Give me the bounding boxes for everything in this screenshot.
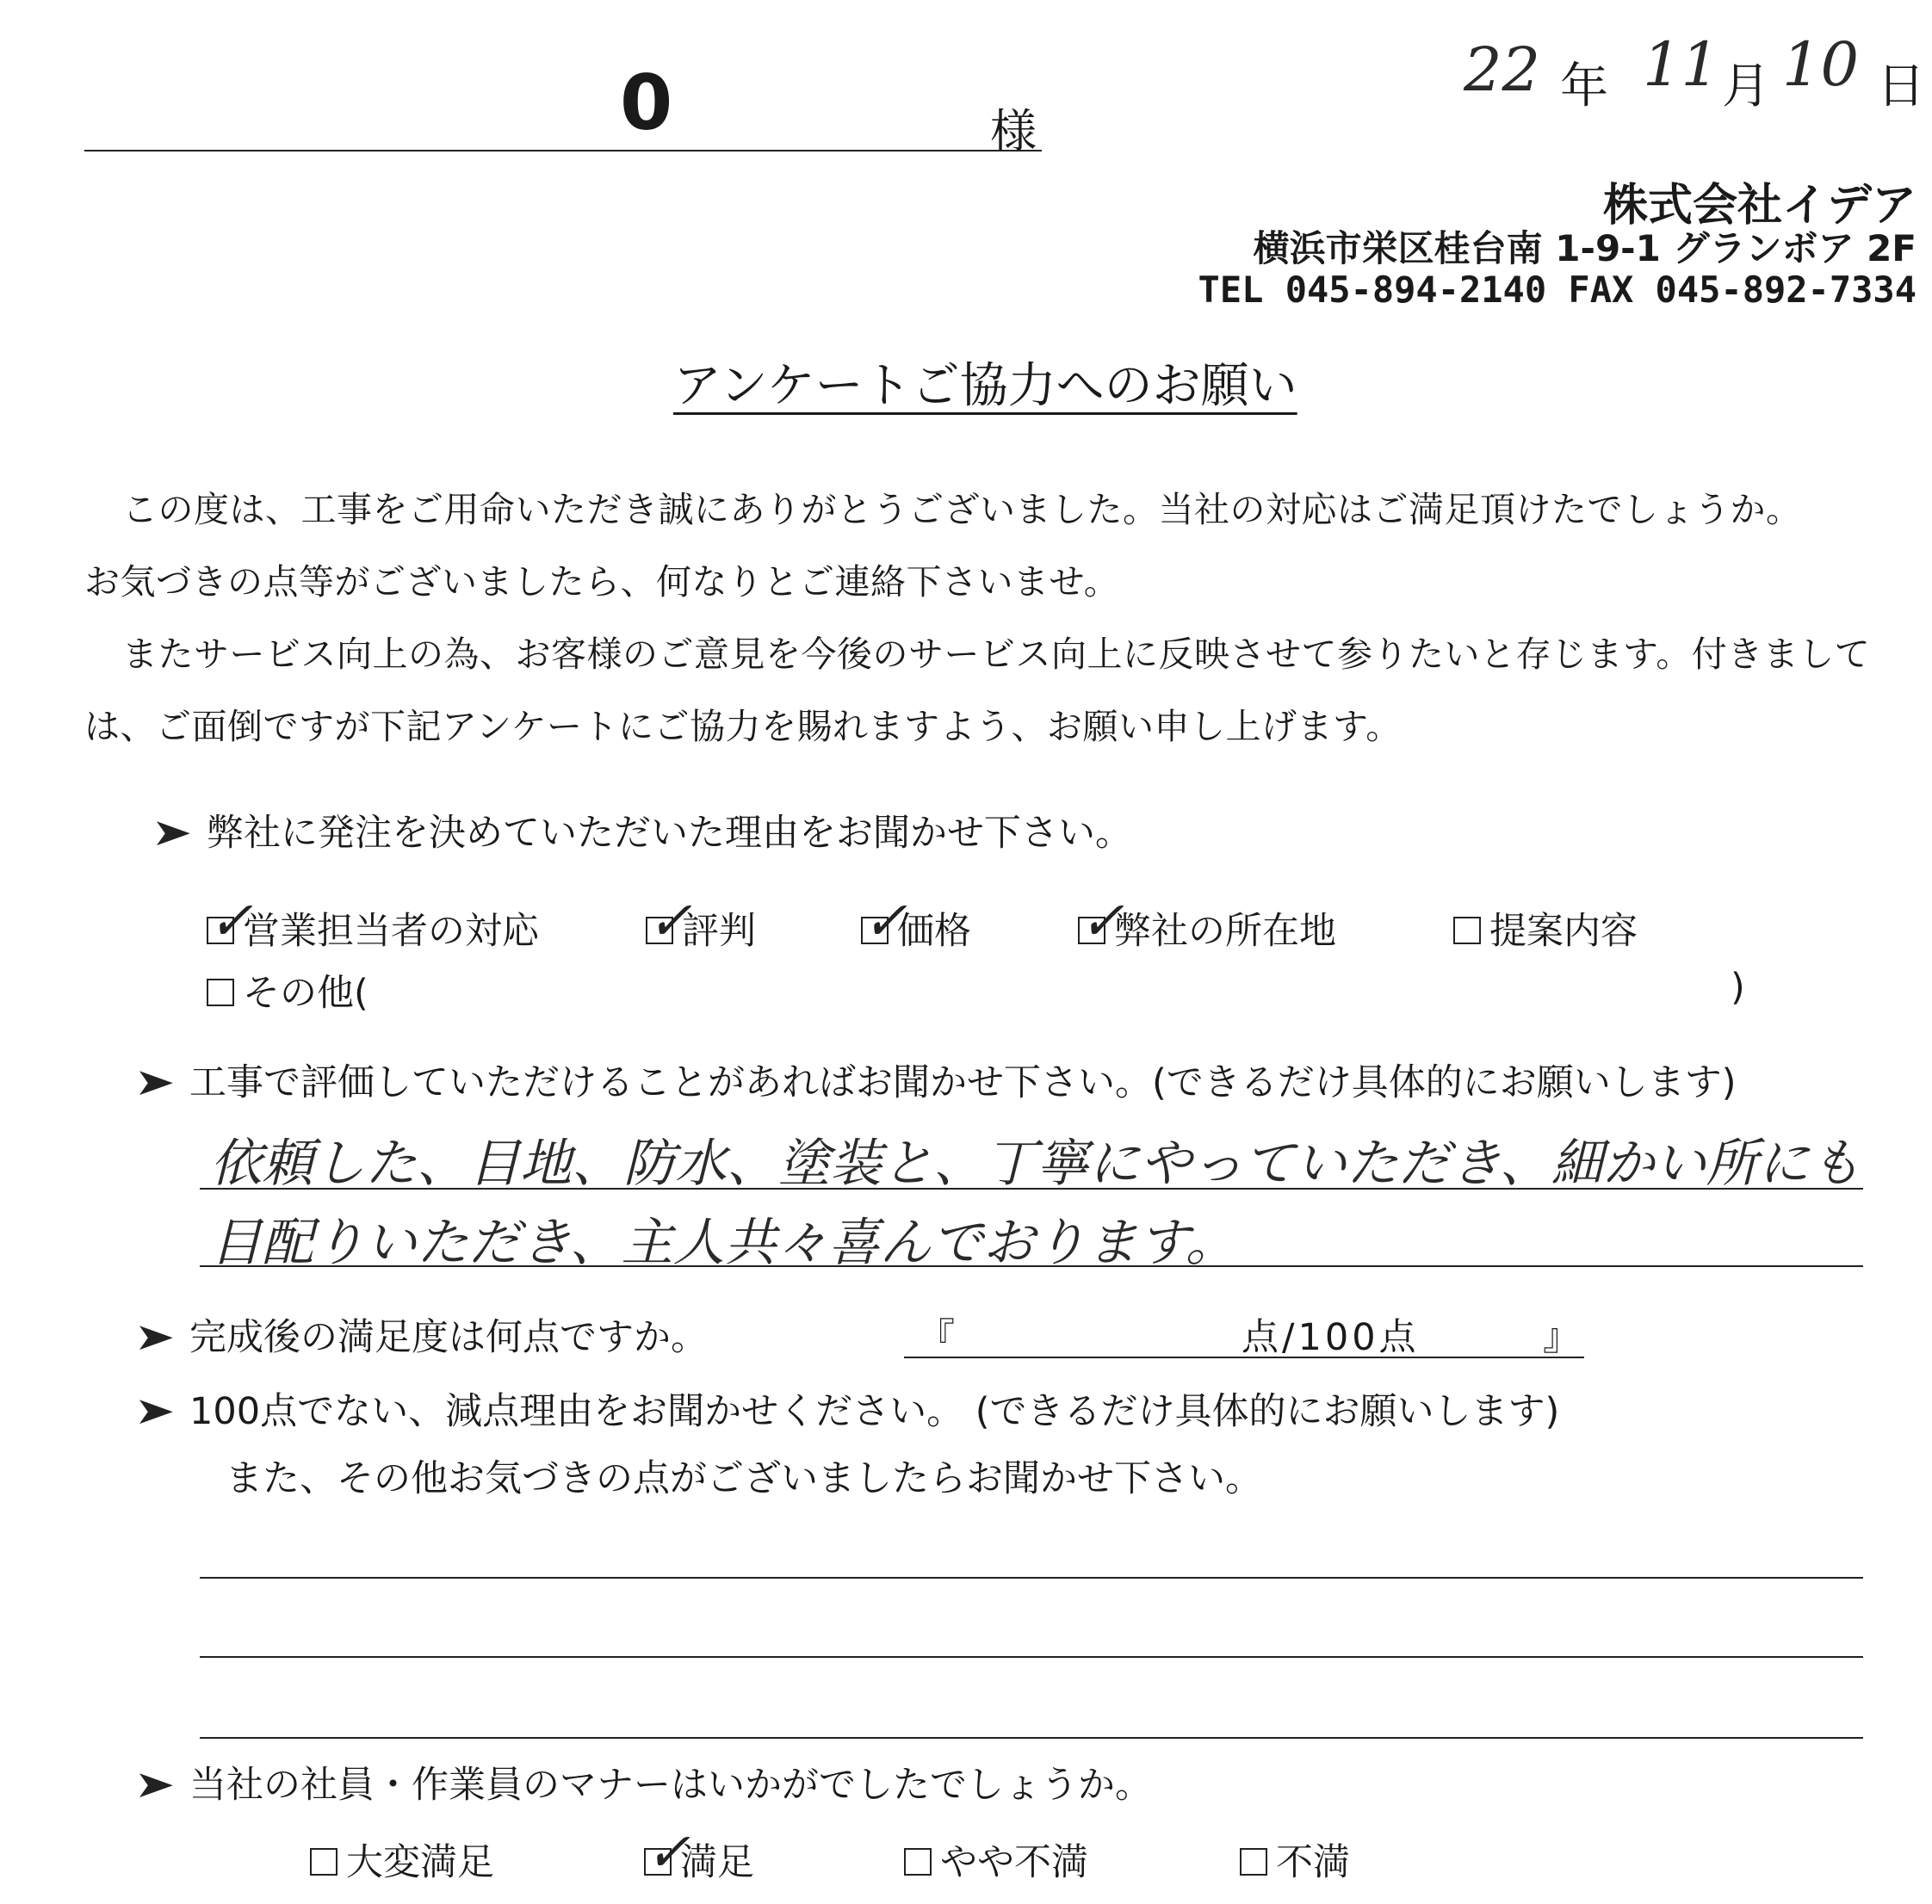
company-contact: TEL 045-894-2140 FAX 045-892-7334: [1198, 269, 1917, 311]
question-5: [133, 1756, 1152, 1808]
intro-text: [84, 473, 1901, 763]
question-4-label: 100点でない、減点理由をお聞かせください。 (できるだけ具体的にお願いします): [189, 1390, 1560, 1433]
arrow-icon: ➤: [133, 1389, 176, 1433]
q5-option-2[interactable]: ✓ 満足: [646, 1820, 754, 1884]
question-3: [133, 1308, 708, 1361]
q2-answer-line-1[interactable]: 依頼した、目地、防水、塗装と、丁寧にやっていただき、細かい所にも: [210, 1134, 1861, 1194]
checkbox[interactable]: [1453, 917, 1481, 944]
question-4: [133, 1382, 1560, 1435]
company-address: 横浜市栄区桂台南 1-9-1 グランボア 2F: [1253, 227, 1917, 269]
customer-name-line: [84, 150, 1042, 151]
checkmark-icon: ✓: [863, 888, 907, 952]
arrow-icon: ➤: [133, 1315, 176, 1359]
q1-option-2[interactable]: ✓ 評判: [647, 888, 756, 953]
survey-title: アンケートご協力へのお願い: [673, 358, 1297, 414]
intro-paragraph-1: この度は、工事をご用命いただき誠にありがとうございました。当社の対応はご満足頂けたでしょうか。: [122, 489, 1802, 530]
date-year: 22: [1464, 34, 1541, 105]
question-1: [151, 804, 1132, 856]
checkbox[interactable]: [904, 1848, 932, 1876]
date-day-unit: 日: [1877, 59, 1925, 114]
date-year-unit: 年: [1560, 59, 1608, 114]
score-input-line[interactable]: [904, 1357, 1584, 1358]
intro-paragraph-3: またサービス向上の為、お客様のご意見を今後のサービス向上に反映させて参りたいと存じます。付きましては、ご面倒ですが下記アンケートにご協力を賜れますよう、お願い申し上げます。: [84, 634, 1871, 747]
checkbox[interactable]: [1240, 1848, 1267, 1876]
question-4-sublabel: また、その他お気づきの点がございましたらお聞かせ下さい。: [226, 1457, 1262, 1500]
checkbox[interactable]: [644, 1820, 690, 1883]
answer-line: [200, 1265, 1863, 1267]
intro-paragraph-2: お気づきの点等がございましたら、何なりとご連絡下さいませ。: [84, 561, 1120, 603]
customer-name: 0: [620, 59, 673, 147]
checkbox[interactable]: [1078, 888, 1124, 952]
q5-option-1[interactable]: 大変満足: [310, 1833, 494, 1886]
date-day: 10: [1782, 29, 1860, 100]
date-month: 11: [1643, 29, 1720, 100]
company-name: 株式会社イデア: [1602, 180, 1917, 232]
question-2: [133, 1054, 1737, 1106]
q1-option-other[interactable]: その他(: [207, 964, 368, 1017]
answer-line[interactable]: [200, 1737, 1863, 1739]
answer-line[interactable]: [200, 1656, 1863, 1658]
score-bracket-open: 『: [918, 1316, 955, 1359]
checkmark-icon: ✓: [1080, 888, 1124, 952]
score-bracket-close: 』: [1543, 1316, 1580, 1359]
q1-option-1[interactable]: ✓ 営業担当者の対応: [208, 888, 539, 953]
checkmark-icon: ✓: [647, 888, 692, 952]
question-5-label: 当社の社員・作業員のマナーはいかがでしたでしょうか。: [189, 1764, 1152, 1807]
checkbox[interactable]: [207, 979, 234, 1006]
arrow-icon: ➤: [133, 1060, 176, 1104]
arrow-icon: ➤: [151, 811, 193, 855]
answer-line: [200, 1188, 1863, 1190]
checkbox[interactable]: [207, 888, 253, 952]
arrow-icon: ➤: [133, 1763, 176, 1807]
checkbox[interactable]: [310, 1848, 337, 1876]
q1-option-5[interactable]: 提案内容: [1453, 902, 1638, 955]
date-month-unit: 月: [1722, 59, 1770, 114]
question-2-label: 工事で評価していただけることがあればお聞かせ下さい。(できるだけ具体的にお願いします): [189, 1061, 1737, 1104]
question-3-label: 完成後の満足度は何点ですか。: [189, 1316, 708, 1359]
checkbox[interactable]: [646, 888, 692, 952]
checkmark-icon: ✓: [646, 1820, 690, 1883]
q5-option-4[interactable]: 不満: [1240, 1833, 1350, 1886]
customer-honorific: 様: [990, 104, 1037, 158]
q1-option-4[interactable]: ✓ 弊社の所在地: [1080, 888, 1336, 953]
q2-answer-line-2[interactable]: 目配りいただき、主人共々喜んでおります。: [210, 1213, 1237, 1273]
answer-line[interactable]: [200, 1577, 1863, 1579]
q5-option-3[interactable]: やや不満: [904, 1833, 1088, 1886]
score-suffix: 点/100点: [1242, 1316, 1420, 1359]
question-1-label: 弊社に発注を決めていただいた理由をお聞かせ下さい。: [207, 812, 1132, 855]
q1-option-3[interactable]: ✓ 価格: [863, 888, 971, 953]
checkbox[interactable]: [861, 888, 907, 952]
checkmark-icon: ✓: [208, 888, 253, 952]
q1-other-close: ): [1731, 966, 1745, 1009]
